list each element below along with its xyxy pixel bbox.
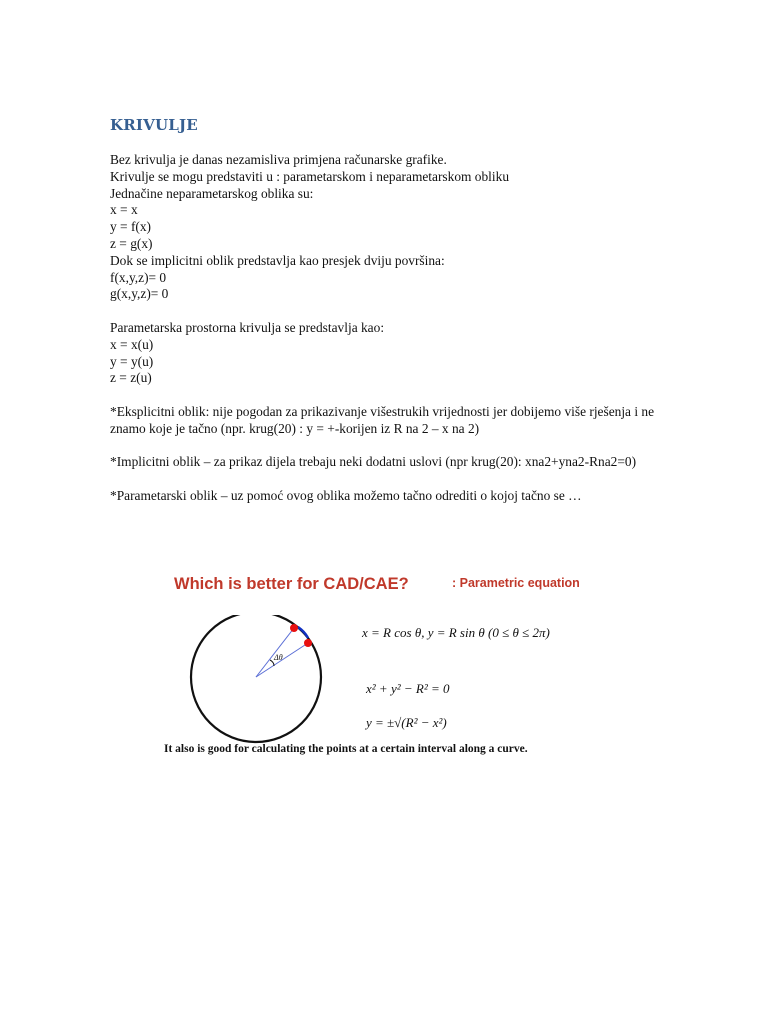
spacer [110,303,670,320]
text-line: z = z(u) [110,370,152,386]
paragraph-explicit: *Eksplicitni oblik: nije pogodan za prikazivanje višestrukih vrijednosti jer dobijemo više rješenja i ne znamo koje je tačno (npr. krug(20) : y = +-korijen iz R na 2 – x na 2) [110,403,655,436]
text-line: Dok se implicitni oblik predstavlja kao presjek dviju površina: [110,252,445,268]
text-line: f(x,y,z)= 0 [110,269,167,285]
spacer [110,387,670,404]
paragraph-parametric: *Parametarski oblik – uz pomoć ovog oblika možemo tačno odrediti o kojoj tačno se … [110,487,582,503]
angle-label: Δθ [274,653,283,662]
document-body [110,152,670,505]
text-line: Jednačine neparametarskog oblika su: [110,185,314,201]
figure-title: Which is better for CAD/CAE? [174,575,409,593]
text-line: Krivulje se mogu predstaviti u : parametarskom i neparametarskom obliku [110,168,510,184]
text-line: x = x(u) [110,336,154,352]
spacer [110,438,670,455]
text-line: Bez krivulja je danas nezamisliva primjena računarske grafike. [110,152,447,167]
text-line: y = f(x) [110,219,152,235]
page-title: KRIVULJE [110,116,198,134]
figure-caption: It also is good for calculating the points at a certain interval along a curve. [164,743,528,755]
text-line: g(x,y,z)= 0 [110,286,169,302]
equation-parametric: x = R cos θ, y = R sin θ (0 ≤ θ ≤ 2π) [362,625,550,640]
text-line: z = g(x) [110,235,153,251]
text-line: Parametarska prostorna krivulja se predstavlja kao: [110,319,385,335]
figure-subtitle: : Parametric equation [452,576,580,590]
paragraph-implicit: *Implicitni oblik – za prikaz dijela trebaju neki dodatni uslovi (npr krug(20): xna2+yna2-Rna2=0) [110,454,637,470]
curve-point-2 [304,639,312,647]
text-line: x = x [110,202,138,218]
text-line: y = y(u) [110,353,154,369]
curve-point-1 [290,624,298,632]
equation-implicit: x² + y² − R² = 0 [366,681,450,696]
spacer [110,471,670,488]
arc-segment [298,627,308,638]
equation-explicit: y = ±√(R² − x²) [366,715,447,730]
circle-curve [191,615,321,742]
circle-diagram [188,615,338,745]
cad-figure [160,565,630,765]
